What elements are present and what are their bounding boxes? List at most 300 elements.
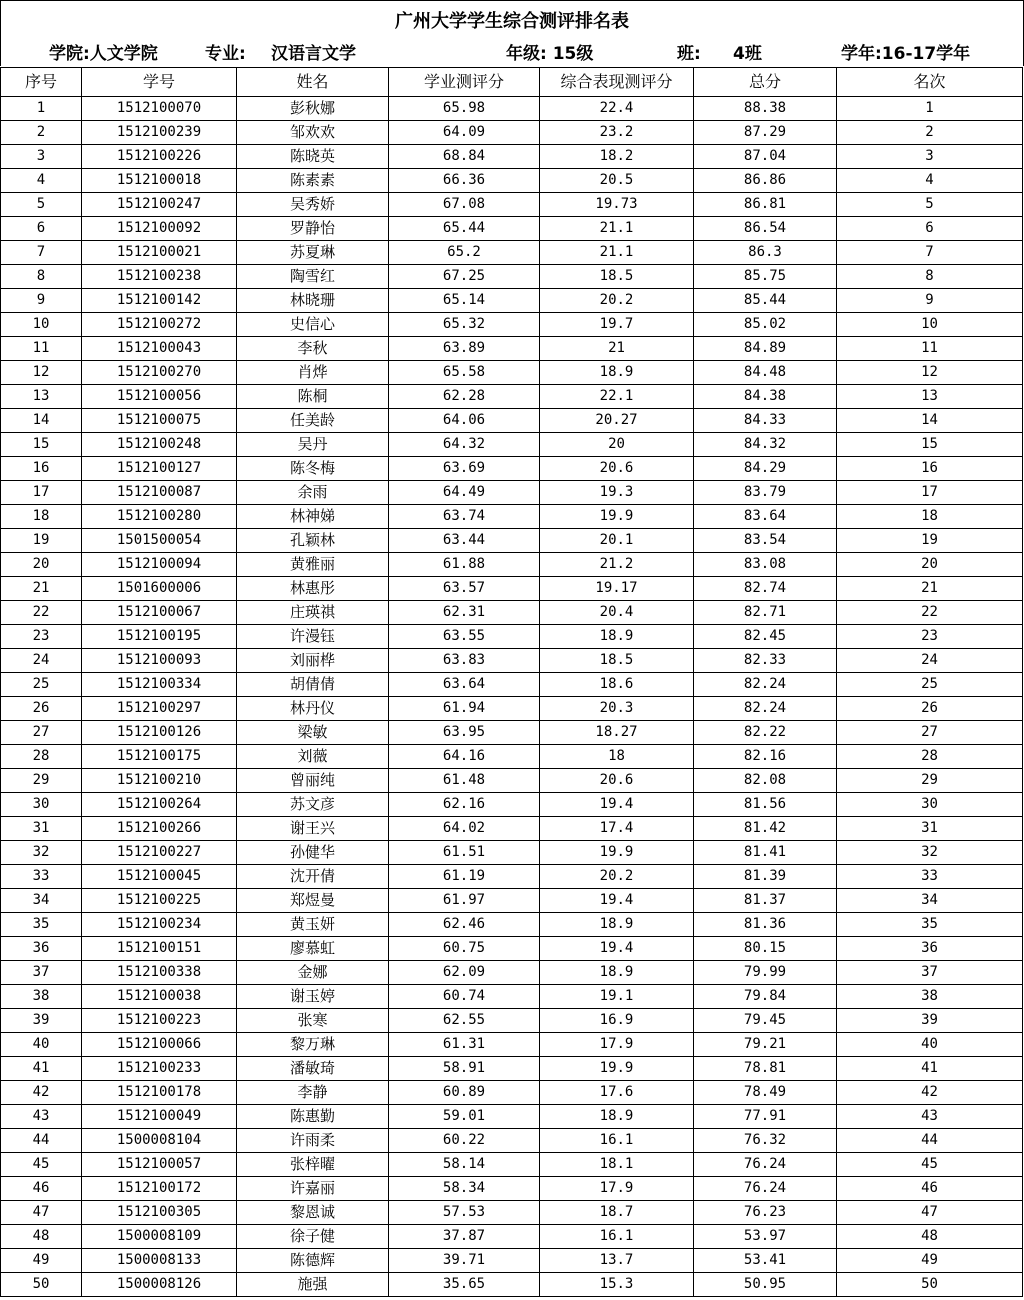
row-index-cell: 24 <box>1 649 82 673</box>
student-id-cell: 1512100066 <box>82 1033 237 1057</box>
column-header: 学业测评分 <box>389 68 540 97</box>
student-id-cell: 1512100038 <box>82 985 237 1009</box>
student-name-cell: 陶雪红 <box>237 265 389 289</box>
rank-cell: 8 <box>837 265 1023 289</box>
performance-score-cell: 20.2 <box>540 865 694 889</box>
performance-score-cell: 18.5 <box>540 649 694 673</box>
table-row <box>1 961 1023 985</box>
performance-score-cell: 18.9 <box>540 625 694 649</box>
rank-cell: 21 <box>837 577 1023 601</box>
student-name-cell: 陈晓英 <box>237 145 389 169</box>
column-header: 学号 <box>82 68 237 97</box>
performance-score-cell: 17.9 <box>540 1033 694 1057</box>
total-score-cell: 78.81 <box>694 1057 837 1081</box>
rank-cell: 19 <box>837 529 1023 553</box>
rank-cell: 46 <box>837 1177 1023 1201</box>
row-index-cell: 13 <box>1 385 82 409</box>
table-row <box>1 745 1023 769</box>
table-row <box>1 337 1023 361</box>
rank-cell: 14 <box>837 409 1023 433</box>
student-name-cell: 黎万琳 <box>237 1033 389 1057</box>
student-id-cell: 1512100248 <box>82 433 237 457</box>
academic-score-cell: 58.91 <box>389 1057 540 1081</box>
rank-cell: 47 <box>837 1201 1023 1225</box>
rank-cell: 42 <box>837 1081 1023 1105</box>
student-name-cell: 苏文彦 <box>237 793 389 817</box>
row-index-cell: 22 <box>1 601 82 625</box>
student-id-cell: 1512100226 <box>82 145 237 169</box>
student-name-cell: 刘薇 <box>237 745 389 769</box>
total-score-cell: 84.32 <box>694 433 837 457</box>
table-row <box>1 481 1023 505</box>
table-row <box>1 505 1023 529</box>
column-header: 总分 <box>694 68 837 97</box>
rank-cell: 45 <box>837 1153 1023 1177</box>
total-score-cell: 83.54 <box>694 529 837 553</box>
row-index-cell: 29 <box>1 769 82 793</box>
performance-score-cell: 21.1 <box>540 241 694 265</box>
table-row <box>1 649 1023 673</box>
academic-score-cell: 63.83 <box>389 649 540 673</box>
table-row <box>1 433 1023 457</box>
student-id-cell: 1501600006 <box>82 577 237 601</box>
performance-score-cell: 20.2 <box>540 289 694 313</box>
row-index-cell: 28 <box>1 745 82 769</box>
student-name-cell: 谢王兴 <box>237 817 389 841</box>
rank-cell: 31 <box>837 817 1023 841</box>
student-name-cell: 沈开倩 <box>237 865 389 889</box>
rank-cell: 50 <box>837 1273 1023 1297</box>
table-body <box>1 97 1023 1297</box>
student-name-cell: 刘丽桦 <box>237 649 389 673</box>
student-id-cell: 1512100045 <box>82 865 237 889</box>
row-index-cell: 39 <box>1 1009 82 1033</box>
rank-cell: 9 <box>837 289 1023 313</box>
academic-score-cell: 62.09 <box>389 961 540 985</box>
row-index-cell: 12 <box>1 361 82 385</box>
student-id-cell: 1512100264 <box>82 793 237 817</box>
academic-score-cell: 63.69 <box>389 457 540 481</box>
rank-cell: 18 <box>837 505 1023 529</box>
performance-score-cell: 18.6 <box>540 673 694 697</box>
total-score-cell: 86.3 <box>694 241 837 265</box>
table-row <box>1 1129 1023 1153</box>
total-score-cell: 85.02 <box>694 313 837 337</box>
rank-cell: 37 <box>837 961 1023 985</box>
academic-score-cell: 35.65 <box>389 1273 540 1297</box>
academic-score-cell: 61.88 <box>389 553 540 577</box>
performance-score-cell: 13.7 <box>540 1249 694 1273</box>
rank-cell: 24 <box>837 649 1023 673</box>
performance-score-cell: 16.1 <box>540 1129 694 1153</box>
student-id-cell: 1512100021 <box>82 241 237 265</box>
table-row <box>1 865 1023 889</box>
academic-score-cell: 57.53 <box>389 1201 540 1225</box>
row-index-cell: 46 <box>1 1177 82 1201</box>
performance-score-cell: 19.17 <box>540 577 694 601</box>
row-index-cell: 21 <box>1 577 82 601</box>
student-name-cell: 陈惠勤 <box>237 1105 389 1129</box>
academic-score-cell: 58.14 <box>389 1153 540 1177</box>
row-index-cell: 32 <box>1 841 82 865</box>
row-index-cell: 35 <box>1 913 82 937</box>
academic-score-cell: 62.16 <box>389 793 540 817</box>
total-score-cell: 79.84 <box>694 985 837 1009</box>
student-name-cell: 徐子健 <box>237 1225 389 1249</box>
academic-score-cell: 64.06 <box>389 409 540 433</box>
row-index-cell: 10 <box>1 313 82 337</box>
class-label: 班: <box>677 44 701 64</box>
academic-score-cell: 63.55 <box>389 625 540 649</box>
student-id-cell: 1512100223 <box>82 1009 237 1033</box>
total-score-cell: 82.22 <box>694 721 837 745</box>
rank-cell: 23 <box>837 625 1023 649</box>
total-score-cell: 81.36 <box>694 913 837 937</box>
student-id-cell: 1512100238 <box>82 265 237 289</box>
rank-cell: 15 <box>837 433 1023 457</box>
performance-score-cell: 21.1 <box>540 217 694 241</box>
row-index-cell: 36 <box>1 937 82 961</box>
academic-score-cell: 64.49 <box>389 481 540 505</box>
student-name-cell: 陈德辉 <box>237 1249 389 1273</box>
student-name-cell: 邹欢欢 <box>237 121 389 145</box>
table-row <box>1 193 1023 217</box>
student-id-cell: 1512100043 <box>82 337 237 361</box>
student-id-cell: 1512100056 <box>82 385 237 409</box>
rank-cell: 26 <box>837 697 1023 721</box>
student-name-cell: 许雨柔 <box>237 1129 389 1153</box>
rank-cell: 17 <box>837 481 1023 505</box>
table-row <box>1 289 1023 313</box>
student-name-cell: 郑煜曼 <box>237 889 389 913</box>
total-score-cell: 76.24 <box>694 1177 837 1201</box>
rank-cell: 48 <box>837 1225 1023 1249</box>
student-name-cell: 黄玉妍 <box>237 913 389 937</box>
student-id-cell: 1512100227 <box>82 841 237 865</box>
row-index-cell: 15 <box>1 433 82 457</box>
row-index-cell: 8 <box>1 265 82 289</box>
table-row <box>1 1273 1023 1297</box>
performance-score-cell: 19.7 <box>540 313 694 337</box>
column-header: 综合表现测评分 <box>540 68 694 97</box>
academic-score-cell: 58.34 <box>389 1177 540 1201</box>
row-index-cell: 26 <box>1 697 82 721</box>
table-row <box>1 217 1023 241</box>
student-id-cell: 1512100247 <box>82 193 237 217</box>
table-row <box>1 1249 1023 1273</box>
student-name-cell: 李静 <box>237 1081 389 1105</box>
student-name-cell: 许嘉丽 <box>237 1177 389 1201</box>
row-index-cell: 18 <box>1 505 82 529</box>
total-score-cell: 83.79 <box>694 481 837 505</box>
academic-score-cell: 61.19 <box>389 865 540 889</box>
performance-score-cell: 18.9 <box>540 913 694 937</box>
row-index-cell: 23 <box>1 625 82 649</box>
student-id-cell: 1512100094 <box>82 553 237 577</box>
table-row <box>1 697 1023 721</box>
academic-score-cell: 65.98 <box>389 97 540 121</box>
total-score-cell: 88.38 <box>694 97 837 121</box>
academic-year: 学年:16-17学年 <box>841 44 971 64</box>
total-score-cell: 77.91 <box>694 1105 837 1129</box>
total-score-cell: 79.45 <box>694 1009 837 1033</box>
student-id-cell: 1512100057 <box>82 1153 237 1177</box>
student-name-cell: 罗静怡 <box>237 217 389 241</box>
academic-score-cell: 67.25 <box>389 265 540 289</box>
performance-score-cell: 15.3 <box>540 1273 694 1297</box>
student-name-cell: 林丹仪 <box>237 697 389 721</box>
table-row <box>1 625 1023 649</box>
total-score-cell: 81.41 <box>694 841 837 865</box>
table-row <box>1 97 1023 121</box>
table-row <box>1 241 1023 265</box>
table-row <box>1 1033 1023 1057</box>
student-id-cell: 1512100151 <box>82 937 237 961</box>
academic-score-cell: 65.44 <box>389 217 540 241</box>
student-id-cell: 1512100075 <box>82 409 237 433</box>
total-score-cell: 79.21 <box>694 1033 837 1057</box>
total-score-cell: 86.86 <box>694 169 837 193</box>
row-index-cell: 40 <box>1 1033 82 1057</box>
student-id-cell: 1512100087 <box>82 481 237 505</box>
total-score-cell: 80.15 <box>694 937 837 961</box>
student-id-cell: 1512100142 <box>82 289 237 313</box>
performance-score-cell: 20.3 <box>540 697 694 721</box>
student-name-cell: 林惠彤 <box>237 577 389 601</box>
performance-score-cell: 20.6 <box>540 769 694 793</box>
performance-score-cell: 18.27 <box>540 721 694 745</box>
academic-score-cell: 64.16 <box>389 745 540 769</box>
performance-score-cell: 18.1 <box>540 1153 694 1177</box>
table-row <box>1 673 1023 697</box>
student-id-cell: 1500008104 <box>82 1129 237 1153</box>
rank-cell: 4 <box>837 169 1023 193</box>
performance-score-cell: 19.9 <box>540 1057 694 1081</box>
performance-score-cell: 18 <box>540 745 694 769</box>
performance-score-cell: 18.9 <box>540 961 694 985</box>
table-row <box>1 1201 1023 1225</box>
rank-cell: 32 <box>837 841 1023 865</box>
performance-score-cell: 19.73 <box>540 193 694 217</box>
rank-cell: 12 <box>837 361 1023 385</box>
total-score-cell: 81.56 <box>694 793 837 817</box>
performance-score-cell: 19.9 <box>540 841 694 865</box>
academic-score-cell: 61.31 <box>389 1033 540 1057</box>
row-index-cell: 38 <box>1 985 82 1009</box>
academic-score-cell: 63.57 <box>389 577 540 601</box>
column-header: 名次 <box>837 68 1023 97</box>
total-score-cell: 83.08 <box>694 553 837 577</box>
rank-cell: 43 <box>837 1105 1023 1129</box>
academic-score-cell: 65.14 <box>389 289 540 313</box>
student-id-cell: 1512100126 <box>82 721 237 745</box>
table-row <box>1 529 1023 553</box>
student-name-cell: 孙健华 <box>237 841 389 865</box>
rank-cell: 2 <box>837 121 1023 145</box>
rank-cell: 35 <box>837 913 1023 937</box>
table-row <box>1 1009 1023 1033</box>
table-row <box>1 817 1023 841</box>
performance-score-cell: 20.5 <box>540 169 694 193</box>
row-index-cell: 25 <box>1 673 82 697</box>
performance-score-cell: 18.2 <box>540 145 694 169</box>
performance-score-cell: 16.1 <box>540 1225 694 1249</box>
academic-score-cell: 61.97 <box>389 889 540 913</box>
table-row <box>1 1105 1023 1129</box>
row-index-cell: 19 <box>1 529 82 553</box>
academic-score-cell: 60.75 <box>389 937 540 961</box>
rank-cell: 44 <box>837 1129 1023 1153</box>
performance-score-cell: 21.2 <box>540 553 694 577</box>
performance-score-cell: 19.4 <box>540 793 694 817</box>
academic-score-cell: 63.89 <box>389 337 540 361</box>
total-score-cell: 87.04 <box>694 145 837 169</box>
total-score-cell: 79.99 <box>694 961 837 985</box>
rank-cell: 41 <box>837 1057 1023 1081</box>
rank-cell: 25 <box>837 673 1023 697</box>
major-label: 专业: <box>205 44 246 64</box>
performance-score-cell: 16.9 <box>540 1009 694 1033</box>
rank-cell: 1 <box>837 97 1023 121</box>
academic-score-cell: 65.32 <box>389 313 540 337</box>
performance-score-cell: 20 <box>540 433 694 457</box>
rank-cell: 34 <box>837 889 1023 913</box>
row-index-cell: 4 <box>1 169 82 193</box>
student-id-cell: 1500008109 <box>82 1225 237 1249</box>
performance-score-cell: 18.9 <box>540 361 694 385</box>
row-index-cell: 37 <box>1 961 82 985</box>
total-score-cell: 53.41 <box>694 1249 837 1273</box>
college-label: 学院:人文学院 <box>49 44 158 64</box>
student-name-cell: 梁敏 <box>237 721 389 745</box>
student-name-cell: 许漫钰 <box>237 625 389 649</box>
student-id-cell: 1512100272 <box>82 313 237 337</box>
total-score-cell: 82.08 <box>694 769 837 793</box>
student-name-cell: 彭秋娜 <box>237 97 389 121</box>
academic-score-cell: 59.01 <box>389 1105 540 1129</box>
performance-score-cell: 19.1 <box>540 985 694 1009</box>
row-index-cell: 5 <box>1 193 82 217</box>
student-name-cell: 苏夏琳 <box>237 241 389 265</box>
performance-score-cell: 17.9 <box>540 1177 694 1201</box>
performance-score-cell: 22.4 <box>540 97 694 121</box>
academic-score-cell: 61.94 <box>389 697 540 721</box>
row-index-cell: 42 <box>1 1081 82 1105</box>
student-name-cell: 肖烨 <box>237 361 389 385</box>
student-id-cell: 1512100195 <box>82 625 237 649</box>
student-name-cell: 吴秀娇 <box>237 193 389 217</box>
total-score-cell: 82.45 <box>694 625 837 649</box>
student-id-cell: 1512100018 <box>82 169 237 193</box>
performance-score-cell: 17.4 <box>540 817 694 841</box>
table-title: 广州大学学生综合测评排名表 <box>0 0 1024 43</box>
academic-score-cell: 63.95 <box>389 721 540 745</box>
table-row <box>1 145 1023 169</box>
row-index-cell: 2 <box>1 121 82 145</box>
table-row <box>1 409 1023 433</box>
student-name-cell: 金娜 <box>237 961 389 985</box>
row-index-cell: 34 <box>1 889 82 913</box>
table-row <box>1 1057 1023 1081</box>
table-row <box>1 265 1023 289</box>
table-row <box>1 769 1023 793</box>
student-name-cell: 任美龄 <box>237 409 389 433</box>
total-score-cell: 81.37 <box>694 889 837 913</box>
rank-cell: 6 <box>837 217 1023 241</box>
total-score-cell: 84.38 <box>694 385 837 409</box>
total-score-cell: 82.33 <box>694 649 837 673</box>
row-index-cell: 3 <box>1 145 82 169</box>
table-row <box>1 793 1023 817</box>
student-name-cell: 张梓曜 <box>237 1153 389 1177</box>
academic-score-cell: 65.58 <box>389 361 540 385</box>
total-score-cell: 86.81 <box>694 193 837 217</box>
student-id-cell: 1512100049 <box>82 1105 237 1129</box>
table-row <box>1 841 1023 865</box>
rank-cell: 28 <box>837 745 1023 769</box>
student-id-cell: 1512100092 <box>82 217 237 241</box>
performance-score-cell: 22.1 <box>540 385 694 409</box>
student-id-cell: 1512100233 <box>82 1057 237 1081</box>
total-score-cell: 81.42 <box>694 817 837 841</box>
academic-score-cell: 62.31 <box>389 601 540 625</box>
rank-cell: 3 <box>837 145 1023 169</box>
performance-score-cell: 18.5 <box>540 265 694 289</box>
table-row <box>1 913 1023 937</box>
academic-score-cell: 61.48 <box>389 769 540 793</box>
student-id-cell: 1512100067 <box>82 601 237 625</box>
student-name-cell: 吴丹 <box>237 433 389 457</box>
table-row <box>1 385 1023 409</box>
total-score-cell: 84.89 <box>694 337 837 361</box>
row-index-cell: 45 <box>1 1153 82 1177</box>
academic-score-cell: 64.09 <box>389 121 540 145</box>
academic-score-cell: 63.64 <box>389 673 540 697</box>
table-row <box>1 1081 1023 1105</box>
total-score-cell: 82.71 <box>694 601 837 625</box>
table-row <box>1 721 1023 745</box>
performance-score-cell: 18.7 <box>540 1201 694 1225</box>
student-id-cell: 1512100280 <box>82 505 237 529</box>
class-value: 4班 <box>733 44 762 64</box>
total-score-cell: 85.75 <box>694 265 837 289</box>
student-id-cell: 1512100172 <box>82 1177 237 1201</box>
total-score-cell: 87.29 <box>694 121 837 145</box>
header-row <box>1 68 1023 97</box>
total-score-cell: 78.49 <box>694 1081 837 1105</box>
academic-score-cell: 68.84 <box>389 145 540 169</box>
student-name-cell: 孔颖林 <box>237 529 389 553</box>
table-row <box>1 1153 1023 1177</box>
row-index-cell: 30 <box>1 793 82 817</box>
performance-score-cell: 20.27 <box>540 409 694 433</box>
table-row <box>1 601 1023 625</box>
row-index-cell: 44 <box>1 1129 82 1153</box>
rank-cell: 20 <box>837 553 1023 577</box>
student-name-cell: 谢玉婷 <box>237 985 389 1009</box>
academic-score-cell: 37.87 <box>389 1225 540 1249</box>
academic-score-cell: 65.2 <box>389 241 540 265</box>
academic-score-cell: 62.55 <box>389 1009 540 1033</box>
rank-cell: 30 <box>837 793 1023 817</box>
student-name-cell: 陈冬梅 <box>237 457 389 481</box>
academic-score-cell: 63.44 <box>389 529 540 553</box>
performance-score-cell: 21 <box>540 337 694 361</box>
row-index-cell: 14 <box>1 409 82 433</box>
student-name-cell: 廖慕虹 <box>237 937 389 961</box>
academic-score-cell: 62.28 <box>389 385 540 409</box>
student-id-cell: 1512100070 <box>82 97 237 121</box>
